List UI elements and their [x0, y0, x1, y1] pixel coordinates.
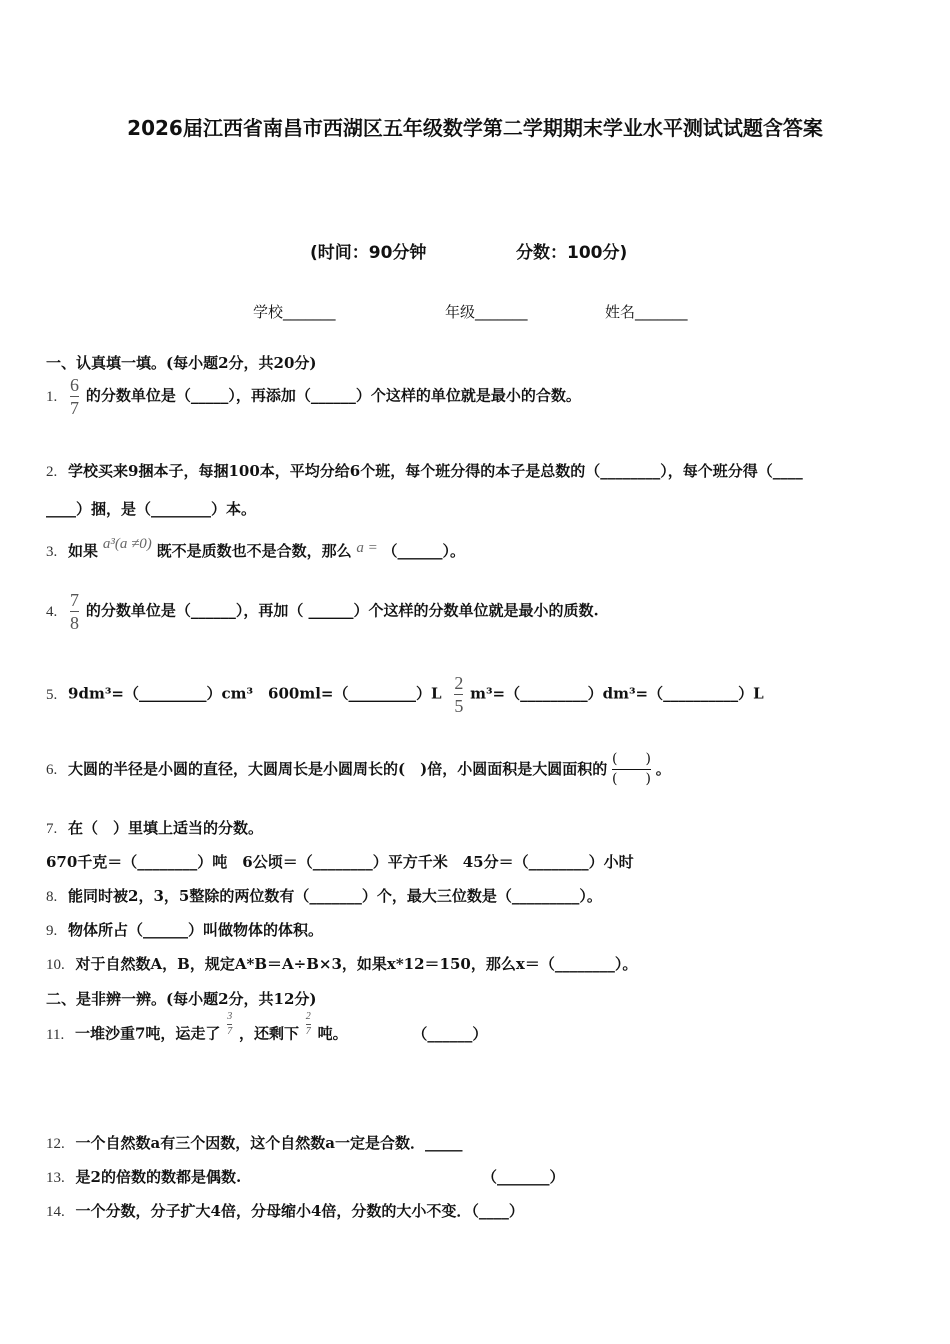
answer-blank: （______） — [412, 1024, 488, 1043]
question-text: 一个自然数a有三个因数，这个自然数a一定是合数．_____ — [75, 1134, 463, 1152]
question-3 — [46, 536, 466, 561]
question-8 — [46, 885, 602, 906]
question-11 — [46, 1011, 488, 1047]
numerator: 2 — [454, 673, 464, 693]
school-field: 学校_______ — [253, 303, 336, 321]
fraction — [70, 591, 79, 632]
question-text: 能同时被2，3，5整除的两位数有（_______）个，最大三位数是（_________）。 — [68, 887, 602, 905]
question-number: 2. — [46, 464, 58, 480]
question-number: 8. — [46, 889, 58, 905]
question-text: 大圆的半径是小圆的直径，大圆周长是小圆周长的( )倍，小圆面积是大圆面积的 — [68, 759, 608, 778]
denominator: 7 — [70, 398, 80, 418]
question-text: 9dm³=（_________）cm³ 600ml=（_________）L — [68, 684, 442, 703]
numerator: 7 — [70, 590, 80, 610]
question-number: 13. — [46, 1170, 65, 1186]
question-end: 。 — [655, 759, 671, 778]
denominator: 8 — [70, 613, 80, 633]
question-text: 一堆沙重7吨，运走了 — [74, 1024, 221, 1043]
exam-time: (时间：90分钟 — [310, 243, 427, 263]
numerator: 6 — [70, 375, 80, 395]
question-5 — [46, 674, 764, 715]
question-7 — [46, 817, 263, 838]
question-6 — [46, 752, 671, 788]
fraction — [227, 1012, 232, 1037]
question-text: 的分数单位是（______），再加（ ______）个这样的分数单位就是最小的质数. — [85, 601, 599, 620]
question-number: 7. — [46, 821, 58, 837]
question-number: 4. — [46, 603, 58, 620]
question-number: 9. — [46, 923, 58, 939]
math-expression: a³(a ≠0) — [102, 536, 152, 552]
question-number: 11. — [46, 1026, 65, 1043]
name-field: 姓名_______ — [605, 303, 688, 321]
question-12 — [46, 1132, 462, 1153]
question-1 — [46, 376, 581, 417]
section-heading-2: 二、是非辨一辨。(每小题2分，共12分) — [46, 990, 317, 1008]
question-number: 12. — [46, 1136, 65, 1152]
question-text: 学校买来9捆本子，每捆100本，平均分给6个班，每个班分得的本子是总数的（________），每个班分得（____ — [68, 462, 803, 480]
denominator: 7 — [227, 1026, 233, 1037]
question-text: 物体所占（______）叫做物体的体积。 — [68, 921, 324, 939]
question-number: 6. — [46, 761, 58, 778]
grade-field: 年级_______ — [445, 303, 528, 321]
question-text: 吨。 — [317, 1024, 348, 1043]
question-2 — [46, 460, 803, 481]
question-10 — [46, 953, 637, 974]
question-text: 的分数单位是（_____），再添加（______）个这样的单位就是最小的合数。 — [85, 386, 581, 405]
question-2-continued: ____）捆，是（________）本。 — [46, 500, 257, 518]
denominator-blank: ( ) — [612, 771, 651, 788]
question-text: 在（ ）里填上适当的分数。 — [68, 819, 264, 837]
question-number: 5. — [46, 686, 58, 703]
question-text: ，还剩下 — [239, 1024, 300, 1043]
question-4 — [46, 591, 599, 632]
question-number: 1. — [46, 388, 58, 405]
numerator: 2 — [305, 1011, 311, 1022]
question-text: 如果 — [68, 542, 99, 560]
numerator-blank: ( ) — [612, 751, 651, 767]
fraction — [454, 674, 463, 715]
answer-blank: （______）。 — [382, 542, 466, 560]
denominator: 5 — [454, 696, 464, 716]
answer-blank: （_______） — [482, 1168, 565, 1186]
blank-fraction — [612, 752, 651, 788]
question-text: 是2的倍数的数都是偶数. — [75, 1168, 242, 1186]
question-text: 既不是质数也不是合数，那么 — [156, 542, 352, 560]
question-13 — [46, 1166, 241, 1187]
denominator: 7 — [305, 1026, 311, 1037]
question-9 — [46, 919, 323, 940]
fraction — [306, 1012, 311, 1037]
numerator: 3 — [227, 1011, 233, 1022]
question-14 — [46, 1200, 524, 1221]
question-text: 对于自然数A，B，规定A*B＝A÷B×3，如果x*12＝150，那么x＝（________）。 — [75, 955, 638, 973]
fraction — [70, 376, 79, 417]
question-text: 一个分数，分子扩大4倍，分母缩小4倍，分数的大小不变．（____） — [75, 1202, 524, 1220]
exam-score: 分数：100分) — [516, 243, 628, 263]
math-expression: a = — [356, 540, 378, 556]
question-7-items: 670千克＝（________）吨 6公顷＝（________）平方千米 45分＝（________）小时 — [46, 853, 634, 871]
document-title: 2026届江西省南昌市西湖区五年级数学第二学期期末学业水平测试试题含答案 — [127, 116, 823, 140]
question-number: 10. — [46, 957, 65, 973]
question-number: 3. — [46, 544, 58, 560]
question-text: m³=（_________）dm³=（__________）L — [470, 684, 764, 703]
section-heading-1: 一、认真填一填。(每小题2分，共20分) — [46, 354, 317, 372]
question-number: 14. — [46, 1204, 65, 1220]
